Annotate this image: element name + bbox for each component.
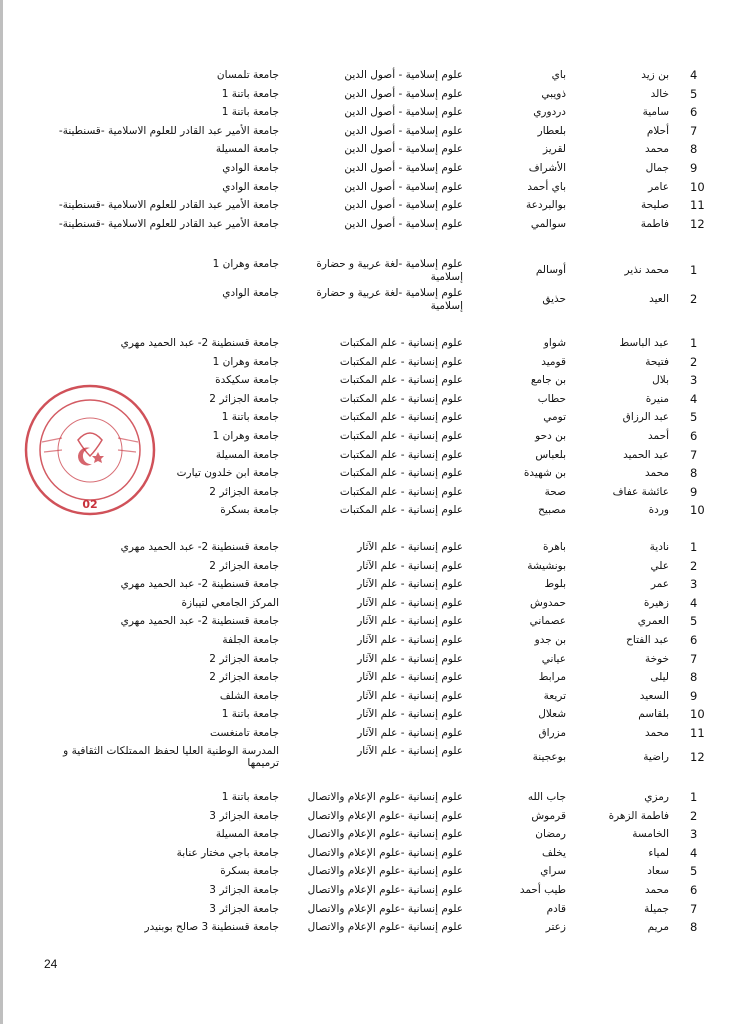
last-name-cell: حذيق xyxy=(542,293,566,305)
specialty-cell: علوم إنسانية - علم الآثار xyxy=(357,615,463,628)
first-name-cell: عائشة عفاف xyxy=(612,485,669,498)
university-cell: جامعة الجزائر 2 xyxy=(209,485,279,498)
first-name-cell: عبد الرزاق xyxy=(622,411,669,424)
first-name-cell: سامية xyxy=(642,106,669,119)
university-cell: جامعة المسيلة xyxy=(215,828,279,841)
table-row xyxy=(0,825,731,844)
first-name-cell: عبد الفتاح xyxy=(626,633,669,646)
university-cell: جامعة باتنة 1 xyxy=(221,87,279,100)
first-name-cell: رمزي xyxy=(644,791,669,803)
row-number-cell: 2 xyxy=(690,354,698,369)
last-name-cell: تريعة xyxy=(543,689,566,702)
table-row xyxy=(0,557,731,576)
last-name-cell: بلعطار xyxy=(537,124,566,137)
table-row xyxy=(0,140,731,159)
university-cell: جامعة تامنغست xyxy=(209,726,279,739)
table-row xyxy=(0,844,731,863)
first-name-cell: منيرة xyxy=(645,392,669,405)
table-row xyxy=(0,862,731,881)
specialty-cell: علوم إنسانية - علم المكتبات xyxy=(339,411,463,424)
table-row xyxy=(0,788,731,807)
specialty-cell: علوم إسلامية - أصول الدين xyxy=(344,180,463,193)
specialty-cell: علوم إسلامية - أصول الدين xyxy=(344,199,463,212)
last-name-cell: مرابط xyxy=(538,671,566,684)
row-number-cell: 6 xyxy=(690,632,698,647)
university-cell: جامعة الجزائر 3 xyxy=(209,809,279,822)
specialty-cell: علوم إنسانية - علم الآثار xyxy=(357,744,463,757)
last-name-cell: قوميد xyxy=(541,355,566,368)
last-name-cell: يخلف xyxy=(541,846,566,859)
university-cell: جامعة المسيلة xyxy=(215,448,279,461)
first-name-cell: بن زيد xyxy=(641,69,669,81)
specialty-cell: علوم إنسانية - علم المكتبات xyxy=(339,429,463,442)
specialty-cell: علوم إنسانية - علم الآثار xyxy=(357,541,463,553)
table-row xyxy=(0,285,731,314)
university-cell: جامعة تلمسان xyxy=(216,69,279,81)
last-name-cell: بن شهيدة xyxy=(523,467,566,480)
specialty-cell: علوم إنسانية -علوم الإعلام والاتصال xyxy=(307,809,463,822)
table-row xyxy=(0,85,731,104)
first-name-cell: عامر xyxy=(648,180,669,193)
last-name-cell: سراي xyxy=(540,865,566,878)
first-name-cell: بلقاسم xyxy=(638,708,669,721)
university-cell: جامعة بسكرة xyxy=(220,865,279,878)
row-number-cell: 2 xyxy=(690,292,698,306)
row-number-cell: 11 xyxy=(690,198,705,213)
specialty-cell: علوم إنسانية -علوم الإعلام والاتصال xyxy=(307,883,463,896)
first-name-cell: السعيد xyxy=(639,689,669,702)
table-row xyxy=(0,334,731,353)
first-name-cell: ليلى xyxy=(650,671,669,684)
table-row xyxy=(0,353,731,372)
first-name-cell: خوخة xyxy=(644,652,669,665)
last-name-cell: باهرة xyxy=(543,541,566,553)
university-cell: جامعة الجزائر 2 xyxy=(209,671,279,684)
specialty-cell: علوم إنسانية -علوم الإعلام والاتصال xyxy=(307,902,463,915)
first-name-cell: جمال xyxy=(645,161,669,174)
row-number-cell: 10 xyxy=(690,179,705,194)
specialty-cell: علوم إنسانية - علم المكتبات xyxy=(339,504,463,517)
row-number-cell: 11 xyxy=(690,725,705,740)
section-block xyxy=(0,788,731,937)
table-row xyxy=(0,594,731,613)
university-cell: جامعة الأمير عبد القادر للعلوم الاسلامية -قسنطينة- xyxy=(58,124,279,137)
specialty-cell: علوم إسلامية - أصول الدين xyxy=(344,143,463,156)
specialty-cell: علوم إسلامية -لغة عربية و حضارة إسلامية xyxy=(316,287,463,312)
last-name-cell: بن جامع xyxy=(530,374,566,387)
first-name-cell: محمد xyxy=(645,467,669,480)
last-name-cell: بن دحو xyxy=(535,429,566,442)
first-name-cell: مريم xyxy=(647,921,669,934)
row-number-cell: 6 xyxy=(690,105,698,120)
university-cell: جامعة الوادي xyxy=(222,161,279,174)
university-cell: جامعة باتنة 1 xyxy=(221,708,279,721)
table-row xyxy=(0,538,731,557)
last-name-cell: شعلال xyxy=(538,708,566,721)
first-name-cell: خالد xyxy=(650,87,669,100)
university-cell: جامعة الأمير عبد القادر للعلوم الاسلامية -قسنطينة- xyxy=(58,217,279,230)
last-name-cell: تومي xyxy=(543,411,566,424)
row-number-cell: 3 xyxy=(690,577,698,592)
specialty-cell: علوم إسلامية - أصول الدين xyxy=(344,69,463,81)
university-cell: المركز الجامعي لتيبازة xyxy=(181,596,279,609)
first-name-cell: عبد الباسط xyxy=(619,337,669,349)
first-name-cell: لمياء xyxy=(648,846,669,859)
university-cell: جامعة سكيكدة xyxy=(215,374,279,387)
last-name-cell: باي xyxy=(551,69,566,81)
first-name-cell: محمد xyxy=(645,883,669,896)
first-name-cell: العيد xyxy=(649,293,669,305)
last-name-cell: شواو xyxy=(543,337,566,349)
specialty-cell: علوم إنسانية - علم المكتبات xyxy=(339,485,463,498)
last-name-cell: بونشيشة xyxy=(527,559,566,572)
row-number-cell: 5 xyxy=(690,614,698,629)
section-block xyxy=(0,256,731,314)
first-name-cell: علي xyxy=(650,559,669,572)
row-number-cell: 10 xyxy=(690,707,705,722)
university-cell: جامعة الجزائر 2 xyxy=(209,652,279,665)
first-name-cell: وردة xyxy=(648,504,669,517)
university-cell: جامعة الجزائر 2 xyxy=(209,559,279,572)
specialty-cell: علوم إنسانية -علوم الإعلام والاتصال xyxy=(307,846,463,859)
row-number-cell: 12 xyxy=(690,749,705,764)
table-row xyxy=(0,881,731,900)
specialty-cell: علوم إنسانية - علم المكتبات xyxy=(339,337,463,349)
university-cell: جامعة قسنطينة 2- عبد الحميد مهري xyxy=(120,337,279,349)
row-number-cell: 6 xyxy=(690,882,698,897)
stamp-code: 02 xyxy=(82,498,98,511)
specialty-cell: علوم إنسانية - علم المكتبات xyxy=(339,467,463,480)
row-number-cell: 7 xyxy=(690,447,698,462)
last-name-cell: الأشراف xyxy=(528,161,566,174)
specialty-cell: علوم إسلامية - أصول الدين xyxy=(344,87,463,100)
first-name-cell: سعاد xyxy=(647,865,669,878)
page-number: 24 xyxy=(44,957,58,971)
table-row xyxy=(0,705,731,724)
last-name-cell: لقريز xyxy=(542,143,566,156)
row-number-cell: 7 xyxy=(690,651,698,666)
university-cell: جامعة الجزائر 3 xyxy=(209,883,279,896)
last-name-cell: مصبيح xyxy=(538,504,566,517)
row-number-cell: 5 xyxy=(690,86,698,101)
row-number-cell: 6 xyxy=(690,428,698,443)
row-number-cell: 9 xyxy=(690,484,698,499)
first-name-cell: عبد الحميد xyxy=(623,448,669,461)
last-name-cell: بوالبردعة xyxy=(526,199,566,212)
section-block xyxy=(0,66,731,233)
last-name-cell: زعتر xyxy=(545,921,566,934)
first-name-cell: العمري xyxy=(637,615,669,628)
specialty-cell: علوم إنسانية - علم المكتبات xyxy=(339,374,463,387)
row-number-cell: 8 xyxy=(690,466,698,481)
university-cell: جامعة ابن خلدون تيارت xyxy=(176,467,279,480)
university-cell: جامعة قسنطينة 3 صالح بوبنيدر xyxy=(144,921,279,934)
table-row xyxy=(0,103,731,122)
row-number-cell: 10 xyxy=(690,503,705,518)
last-name-cell: عصماني xyxy=(529,615,566,628)
table-row xyxy=(0,631,731,650)
specialty-cell: علوم إسلامية - أصول الدين xyxy=(344,161,463,174)
specialty-cell: علوم إسلامية - أصول الدين xyxy=(344,106,463,119)
university-cell: جامعة قسنطينة 2- عبد الحميد مهري xyxy=(120,615,279,628)
specialty-cell: علوم إسلامية - أصول الدين xyxy=(344,217,463,230)
last-name-cell: دردوري xyxy=(533,106,566,119)
first-name-cell: الخامسة xyxy=(632,828,669,841)
first-name-cell: فاطمة الزهرة xyxy=(608,809,669,822)
university-cell: جامعة قسنطينة 2- عبد الحميد مهري xyxy=(120,541,279,553)
university-cell: جامعة المسيلة xyxy=(215,143,279,156)
specialty-cell: علوم إنسانية - علم الآثار xyxy=(357,708,463,721)
specialty-cell: علوم إنسانية - علم الآثار xyxy=(357,671,463,684)
last-name-cell: صحة xyxy=(544,485,566,498)
university-cell: جامعة باتنة 1 xyxy=(221,411,279,424)
last-name-cell: ذويبي xyxy=(541,87,566,100)
row-number-cell: 8 xyxy=(690,142,698,157)
first-name-cell: فتيحة xyxy=(645,355,669,368)
specialty-cell: علوم إنسانية - علم الآثار xyxy=(357,689,463,702)
last-name-cell: بلوط xyxy=(544,578,566,591)
last-name-cell: جاب الله xyxy=(527,791,566,803)
specialty-cell: علوم إسلامية -لغة عربية و حضارة إسلامية xyxy=(316,258,463,283)
specialty-cell: علوم إنسانية -علوم الإعلام والاتصال xyxy=(307,791,463,803)
specialty-cell: علوم إنسانية -علوم الإعلام والاتصال xyxy=(307,865,463,878)
university-cell: جامعة باتنة 1 xyxy=(221,791,279,803)
table-row xyxy=(0,650,731,669)
table-row xyxy=(0,215,731,234)
first-name-cell: أحلام xyxy=(646,124,669,137)
university-cell: جامعة الأمير عبد القادر للعلوم الاسلامية -قسنطينة- xyxy=(58,199,279,212)
table-row xyxy=(0,122,731,141)
university-cell: جامعة الوادي xyxy=(222,287,279,299)
university-cell: جامعة بسكرة xyxy=(220,504,279,517)
last-name-cell: قادم xyxy=(546,902,566,915)
row-number-cell: 5 xyxy=(690,864,698,879)
university-cell: جامعة باجي مختار عنابة xyxy=(176,846,279,859)
last-name-cell: أوسالم xyxy=(535,264,566,276)
first-name-cell: نادية xyxy=(649,541,669,553)
specialty-cell: علوم إنسانية - علم المكتبات xyxy=(339,355,463,368)
first-name-cell: محمد xyxy=(645,726,669,739)
last-name-cell: حمدوش xyxy=(530,596,566,609)
row-number-cell: 4 xyxy=(690,845,698,860)
official-stamp xyxy=(22,382,158,518)
last-name-cell: بوعجينة xyxy=(532,750,566,763)
first-name-cell: فاطمة xyxy=(640,217,669,230)
row-number-cell: 3 xyxy=(690,373,698,388)
last-name-cell: رمضان xyxy=(535,828,566,841)
table-row xyxy=(0,575,731,594)
table-row xyxy=(0,178,731,197)
row-number-cell: 1 xyxy=(690,540,698,554)
last-name-cell: عياني xyxy=(541,652,566,665)
specialty-cell: علوم إنسانية - علم الآثار xyxy=(357,726,463,739)
university-cell: جامعة الجزائر 2 xyxy=(209,392,279,405)
specialty-cell: علوم إنسانية -علوم الإعلام والاتصال xyxy=(307,921,463,934)
row-number-cell: 2 xyxy=(690,808,698,823)
first-name-cell: أحمد xyxy=(648,429,669,442)
last-name-cell: بلعباس xyxy=(535,448,566,461)
university-cell: جامعة الوادي xyxy=(222,180,279,193)
specialty-cell: علوم إنسانية - علم الآثار xyxy=(357,559,463,572)
last-name-cell: قرموش xyxy=(531,809,566,822)
table-row xyxy=(0,918,731,937)
row-number-cell: 12 xyxy=(690,216,705,231)
first-name-cell: جميلة xyxy=(644,902,669,915)
specialty-cell: علوم إنسانية - علم الآثار xyxy=(357,633,463,646)
university-cell: جامعة وهران 1 xyxy=(212,429,279,442)
table-row xyxy=(0,668,731,687)
table-row xyxy=(0,159,731,178)
specialty-cell: علوم إنسانية - علم الآثار xyxy=(357,578,463,591)
row-number-cell: 9 xyxy=(690,160,698,175)
first-name-cell: عمر xyxy=(650,578,669,591)
row-number-cell: 8 xyxy=(690,670,698,685)
table-row xyxy=(0,66,731,85)
row-number-cell: 2 xyxy=(690,558,698,573)
university-cell: جامعة وهران 1 xyxy=(212,258,279,270)
row-number-cell: 8 xyxy=(690,920,698,935)
table-row xyxy=(0,724,731,743)
last-name-cell: سوالمي xyxy=(530,217,566,230)
row-number-cell: 5 xyxy=(690,410,698,425)
last-name-cell: مزراق xyxy=(538,726,566,739)
row-number-cell: 7 xyxy=(690,901,698,916)
specialty-cell: علوم إنسانية - علم المكتبات xyxy=(339,448,463,461)
table-row xyxy=(0,256,731,285)
table-row xyxy=(0,687,731,706)
university-cell: جامعة الجلفة xyxy=(222,633,279,646)
specialty-cell: علوم إنسانية -علوم الإعلام والاتصال xyxy=(307,828,463,841)
row-number-cell: 4 xyxy=(690,68,698,82)
last-name-cell: بن جدو xyxy=(534,633,566,646)
table-row xyxy=(0,612,731,631)
last-name-cell: باي أحمد xyxy=(527,180,566,193)
row-number-cell: 4 xyxy=(690,391,698,406)
row-number-cell: 1 xyxy=(690,336,698,350)
last-name-cell: حطاب xyxy=(537,392,566,405)
first-name-cell: بلال xyxy=(652,374,669,387)
row-number-cell: 7 xyxy=(690,123,698,138)
university-cell: جامعة قسنطينة 2- عبد الحميد مهري xyxy=(120,578,279,591)
university-cell: جامعة باتنة 1 xyxy=(221,106,279,119)
row-number-cell: 9 xyxy=(690,688,698,703)
table-row xyxy=(0,743,731,772)
row-number-cell: 3 xyxy=(690,827,698,842)
section-block xyxy=(0,538,731,772)
first-name-cell: صليحة xyxy=(641,199,669,212)
table-row xyxy=(0,900,731,919)
table-row xyxy=(0,807,731,826)
first-name-cell: راضية xyxy=(643,750,669,763)
specialty-cell: علوم إنسانية - علم المكتبات xyxy=(339,392,463,405)
specialty-cell: علوم إسلامية - أصول الدين xyxy=(344,124,463,137)
university-cell: جامعة الشلف xyxy=(219,689,279,702)
university-cell: جامعة الجزائر 3 xyxy=(209,902,279,915)
specialty-cell: علوم إنسانية - علم الآثار xyxy=(357,652,463,665)
first-name-cell: زهيرة xyxy=(643,596,669,609)
first-name-cell: محمد نذير xyxy=(624,264,669,276)
specialty-cell: علوم إنسانية - علم الآثار xyxy=(357,596,463,609)
row-number-cell: 4 xyxy=(690,595,698,610)
first-name-cell: محمد xyxy=(645,143,669,156)
last-name-cell: طيب أحمد xyxy=(519,883,566,896)
row-number-cell: 1 xyxy=(690,263,698,277)
row-number-cell: 1 xyxy=(690,790,698,804)
university-cell: جامعة وهران 1 xyxy=(212,355,279,368)
table-row xyxy=(0,196,731,215)
university-cell: المدرسة الوطنية العليا لحفظ الممتلكات الثقافية و ترميمها xyxy=(63,744,279,770)
